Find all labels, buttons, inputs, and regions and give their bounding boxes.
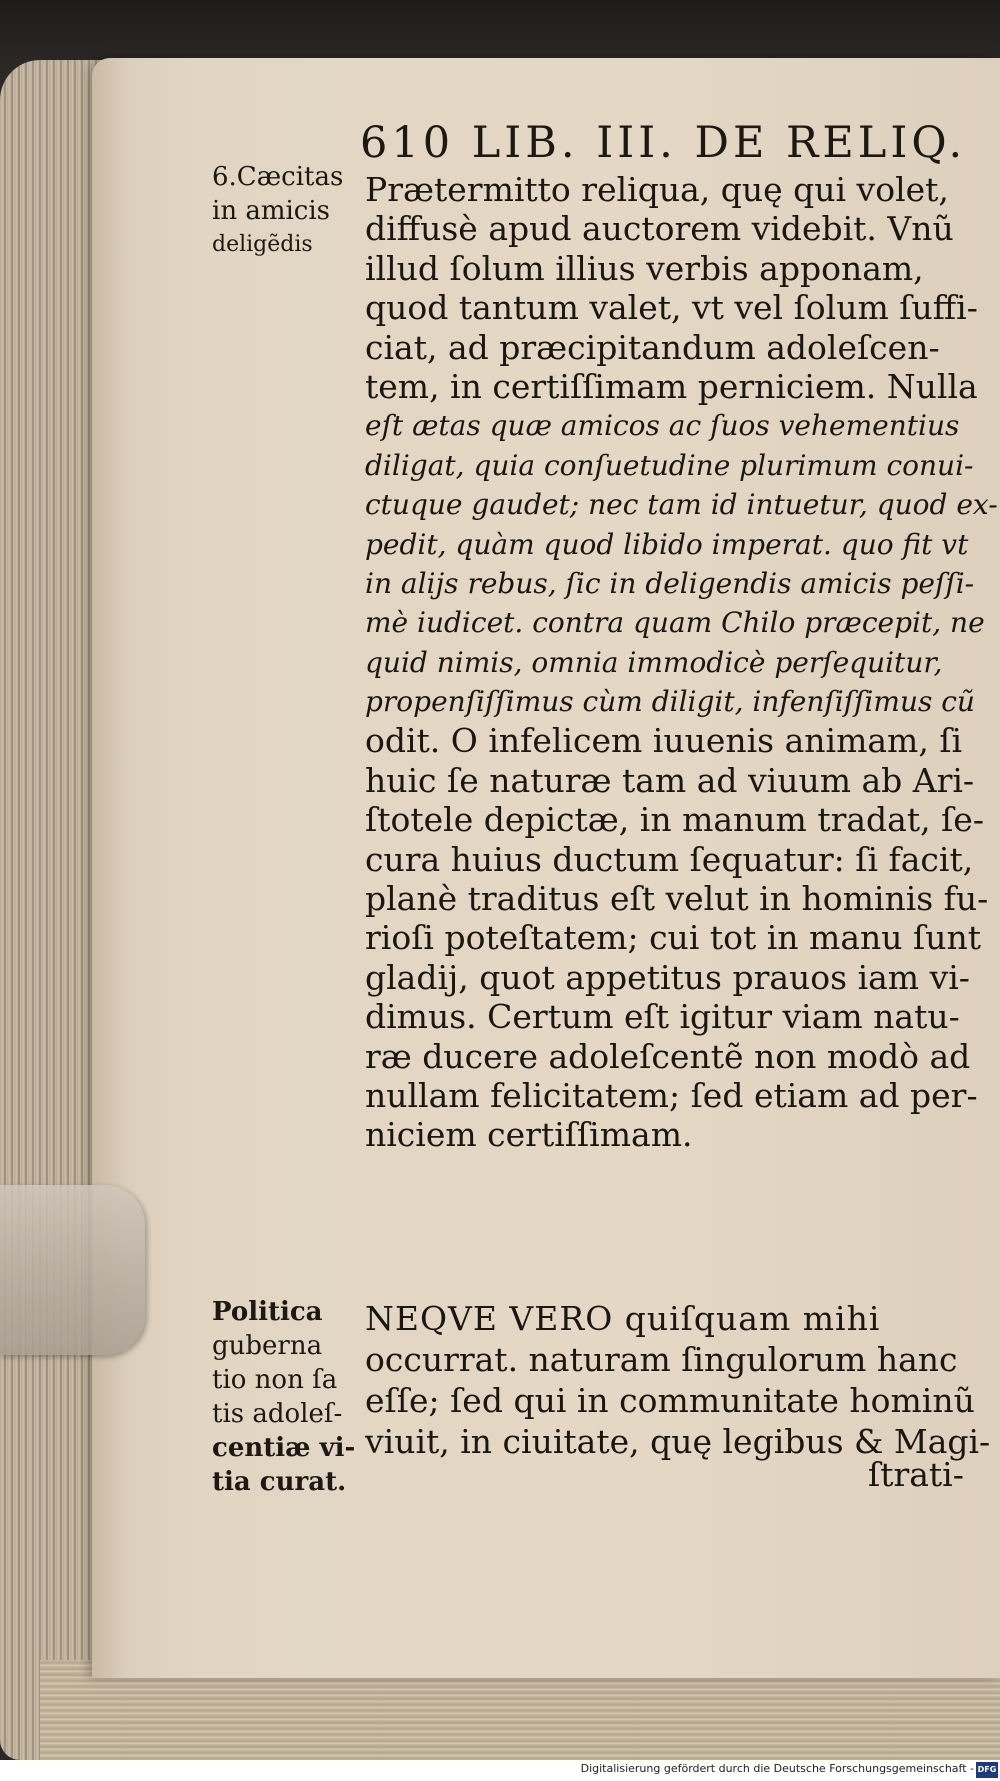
text-line: eſt ætas quæ amicos ac ſuos vehementius xyxy=(365,409,960,443)
text-line: niciem certiſſimam. xyxy=(365,1115,693,1155)
text-line: gladij, quot appetitus prauos iam vi- xyxy=(365,957,970,997)
body-paragraph-2 xyxy=(365,1298,991,1462)
margin-note-line: tis adoleſ- xyxy=(212,1399,343,1429)
text-line: diligat, quia conſuetudine plurimum conui- xyxy=(365,448,974,482)
text-line: occurrat. naturam ſingulorum hanc xyxy=(365,1340,958,1379)
text-line: NEQVE VERO quiſquam mihi xyxy=(365,1299,881,1338)
text-line: cura huius ductum ſequatur: ſi facit, xyxy=(365,839,974,879)
text-line: mè iudicet. contra quam Chilo præcepit, ne xyxy=(365,606,985,640)
dfg-logo-icon: DFG xyxy=(976,1762,998,1778)
text-line: nullam felicitatem; ſed etiam ad per- xyxy=(365,1075,978,1115)
margin-note-line: centiæ vi- xyxy=(212,1433,356,1463)
text-line: propenſiſſimus cùm diligit, infenſiſſimus cũ xyxy=(365,685,975,719)
text-line: in alijs rebus, ſic in deligendis amicis peſſi- xyxy=(365,566,975,600)
text-line: odit. O infelicem iuuenis animam, ſi xyxy=(365,721,963,761)
text-line: rioſi poteſtatem; cui tot in manu ſunt xyxy=(365,918,981,958)
body-paragraph-1 xyxy=(365,170,998,1155)
margin-note-1 xyxy=(212,160,343,262)
margin-note-line: tio non ſa xyxy=(212,1365,338,1395)
margin-note-line: 6.Cæcitas xyxy=(212,162,344,192)
text-line: quid nimis, omnia immodicè perſequitur, xyxy=(365,645,943,679)
text-line: Prætermitto reliqua, quę qui volet, xyxy=(365,170,949,209)
footer-bar xyxy=(0,1760,1000,1781)
text-line: ctuque gaudet; nec tam id intuetur, quod ex- xyxy=(365,488,998,522)
page-clip xyxy=(0,1185,145,1355)
text-line: viuit, in ciuitate, quę legibus & Magi- xyxy=(365,1422,991,1461)
text-line: quod tantum valet, vt vel ſolum ſuffi- xyxy=(365,288,978,328)
text-line: ſtotele depictæ, in manum tradat, ſe- xyxy=(365,800,984,840)
text-line: diffusè apud auctorem videbit. Vnũ xyxy=(365,209,954,249)
margin-note-line: in amicis xyxy=(212,196,331,226)
margin-note-line: deligẽdis xyxy=(212,232,313,257)
text-line: huic ſe naturæ tam ad viuum ab Ari- xyxy=(365,760,975,800)
margin-note-line: Politica xyxy=(212,1297,323,1327)
margin-note-2 xyxy=(212,1295,355,1499)
catchword: ſtrati- xyxy=(868,1455,964,1494)
text-line: tem, in certiſſimam perniciem. Nulla xyxy=(365,366,978,406)
margin-note-line: tia curat. xyxy=(212,1467,347,1497)
text-line: pedit, quàm quod libido imperat. quo fit vt xyxy=(365,527,969,561)
text-line: dimus. Certum eſt igitur viam natu- xyxy=(365,997,960,1037)
text-line: eſſe; ſed qui in communitate hominũ xyxy=(365,1381,975,1420)
margin-note-line: guberna xyxy=(212,1331,323,1361)
text-line: ræ ducere adoleſcentẽ non modò ad xyxy=(365,1036,971,1076)
text-line: planè traditus eſt velut in hominis fu- xyxy=(365,879,989,919)
text-line: illud ſolum illius verbis apponam, xyxy=(365,248,924,288)
footer-credit: Digitalisierung gefördert durch die Deutsche Forschungsgemeinschaft - xyxy=(580,1762,974,1775)
running-header: 610 LIB. III. DE RELIQ. xyxy=(360,118,967,168)
text-line: ciat, ad præcipitandum adoleſcen- xyxy=(365,327,940,367)
